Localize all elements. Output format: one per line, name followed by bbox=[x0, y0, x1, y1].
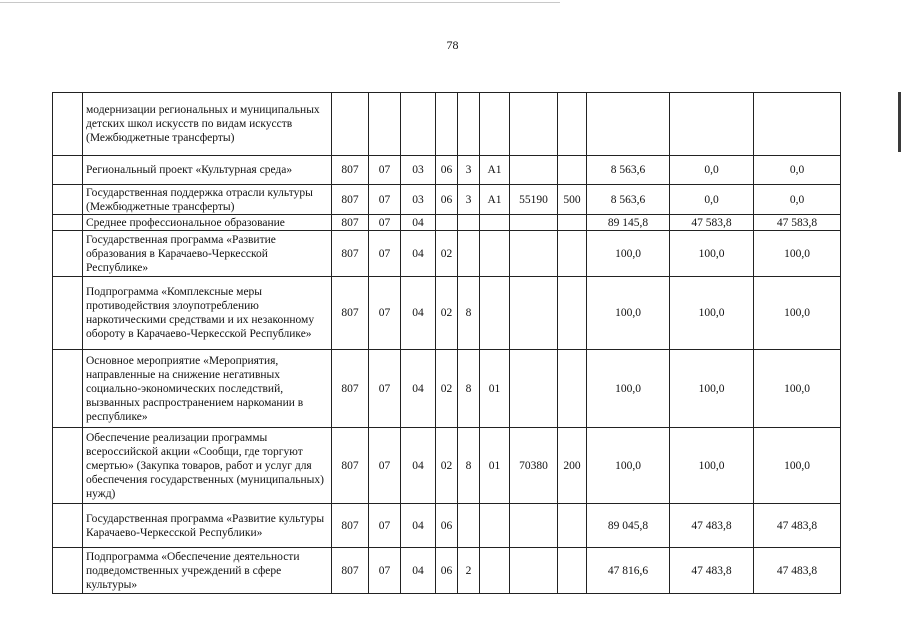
table-row bbox=[53, 231, 841, 277]
expense-type-code bbox=[558, 156, 587, 185]
budget-table bbox=[52, 92, 841, 594]
sum-year-3: 47 583,8 bbox=[754, 215, 841, 231]
sum-year-2: 47 483,8 bbox=[670, 548, 754, 594]
table-row bbox=[53, 350, 841, 428]
subsection-code: 04 bbox=[401, 428, 436, 504]
direction-code bbox=[510, 231, 558, 277]
sum-year-3: 47 483,8 bbox=[754, 548, 841, 594]
row-name: Подпрограмма «Обеспечение деятельности подведомственных учреждений в сфере культуры» bbox=[83, 548, 332, 594]
expense-type-code bbox=[558, 231, 587, 277]
row-number-cell bbox=[53, 350, 83, 428]
program-code: 02 bbox=[436, 428, 458, 504]
expense-type-code: 200 bbox=[558, 428, 587, 504]
program-code bbox=[436, 215, 458, 231]
sum-year-3: 100,0 bbox=[754, 428, 841, 504]
subprogram-code bbox=[458, 231, 480, 277]
table-row bbox=[53, 185, 841, 215]
row-number-cell bbox=[53, 185, 83, 215]
row-name: Основное мероприятие «Мероприятия, направленные на снижение негативных социально-экономических последствий, вызванных распространением наркомании в республике» bbox=[83, 350, 332, 428]
section-code: 07 bbox=[369, 548, 401, 594]
table-row bbox=[53, 428, 841, 504]
ved-code: 807 bbox=[332, 277, 369, 350]
subsection-code: 04 bbox=[401, 231, 436, 277]
row-number-cell bbox=[53, 277, 83, 350]
sum-year-2: 100,0 bbox=[670, 350, 754, 428]
direction-code bbox=[510, 548, 558, 594]
expense-type-code bbox=[558, 504, 587, 548]
event-code bbox=[480, 548, 510, 594]
sum-year-3: 0,0 bbox=[754, 156, 841, 185]
expense-type-code bbox=[558, 548, 587, 594]
direction-code: 70380 bbox=[510, 428, 558, 504]
scan-top-line bbox=[0, 2, 560, 3]
direction-code bbox=[510, 350, 558, 428]
expense-type-code bbox=[558, 350, 587, 428]
row-number-cell bbox=[53, 548, 83, 594]
scan-edge-mark bbox=[898, 92, 901, 152]
sum-year-3 bbox=[754, 93, 841, 156]
section-code: 07 bbox=[369, 350, 401, 428]
row-number-cell bbox=[53, 504, 83, 548]
subsection-code: 03 bbox=[401, 185, 436, 215]
event-code bbox=[480, 277, 510, 350]
direction-code bbox=[510, 277, 558, 350]
section-code: 07 bbox=[369, 185, 401, 215]
table-row bbox=[53, 93, 841, 156]
ved-code: 807 bbox=[332, 350, 369, 428]
direction-code: 55190 bbox=[510, 185, 558, 215]
event-code bbox=[480, 215, 510, 231]
section-code: 07 bbox=[369, 231, 401, 277]
subsection-code: 04 bbox=[401, 277, 436, 350]
sum-year-1: 89 145,8 bbox=[587, 215, 670, 231]
event-code: 01 bbox=[480, 350, 510, 428]
program-code: 06 bbox=[436, 504, 458, 548]
row-number-cell bbox=[53, 231, 83, 277]
sum-year-1: 89 045,8 bbox=[587, 504, 670, 548]
sum-year-3: 100,0 bbox=[754, 350, 841, 428]
expense-type-code bbox=[558, 277, 587, 350]
event-code: А1 bbox=[480, 156, 510, 185]
row-number-cell bbox=[53, 93, 83, 156]
table-row bbox=[53, 156, 841, 185]
ved-code: 807 bbox=[332, 504, 369, 548]
subprogram-code bbox=[458, 215, 480, 231]
subprogram-code: 8 bbox=[458, 277, 480, 350]
sum-year-3: 100,0 bbox=[754, 277, 841, 350]
direction-code bbox=[510, 156, 558, 185]
row-name: Государственная программа «Развитие образования в Карачаево-Черкесской Республике» bbox=[83, 231, 332, 277]
sum-year-2: 0,0 bbox=[670, 156, 754, 185]
sum-year-2: 100,0 bbox=[670, 231, 754, 277]
section-code: 07 bbox=[369, 504, 401, 548]
event-code: 01 bbox=[480, 428, 510, 504]
row-name: Региональный проект «Культурная среда» bbox=[83, 156, 332, 185]
table-row bbox=[53, 277, 841, 350]
ved-code: 807 bbox=[332, 548, 369, 594]
program-code bbox=[436, 93, 458, 156]
program-code: 02 bbox=[436, 350, 458, 428]
section-code: 07 bbox=[369, 215, 401, 231]
ved-code: 807 bbox=[332, 185, 369, 215]
direction-code bbox=[510, 215, 558, 231]
subprogram-code: 2 bbox=[458, 548, 480, 594]
program-code: 06 bbox=[436, 548, 458, 594]
subprogram-code bbox=[458, 504, 480, 548]
event-code bbox=[480, 231, 510, 277]
row-number-cell bbox=[53, 156, 83, 185]
ved-code: 807 bbox=[332, 428, 369, 504]
subsection-code: 04 bbox=[401, 548, 436, 594]
program-code: 02 bbox=[436, 231, 458, 277]
sum-year-2: 47 583,8 bbox=[670, 215, 754, 231]
event-code: А1 bbox=[480, 185, 510, 215]
row-name: Государственная поддержка отрасли культуры (Межбюджетные трансферты) bbox=[83, 185, 332, 215]
sum-year-3: 47 483,8 bbox=[754, 504, 841, 548]
sum-year-1: 100,0 bbox=[587, 277, 670, 350]
page-number: 78 bbox=[446, 38, 459, 52]
sum-year-1: 100,0 bbox=[587, 231, 670, 277]
sum-year-2: 100,0 bbox=[670, 428, 754, 504]
event-code bbox=[480, 504, 510, 548]
program-code: 06 bbox=[436, 185, 458, 215]
row-name: модернизации региональных и муниципальных детских школ искусств по видам искусств (Межбюджетные трансферты) bbox=[83, 93, 332, 156]
subsection-code: 04 bbox=[401, 504, 436, 548]
ved-code: 807 bbox=[332, 215, 369, 231]
subprogram-code: 8 bbox=[458, 350, 480, 428]
section-code: 07 bbox=[369, 428, 401, 504]
expense-type-code bbox=[558, 93, 587, 156]
program-code: 06 bbox=[436, 156, 458, 185]
row-number-cell bbox=[53, 428, 83, 504]
sum-year-1: 100,0 bbox=[587, 350, 670, 428]
event-code bbox=[480, 93, 510, 156]
table-row bbox=[53, 548, 841, 594]
sum-year-2: 100,0 bbox=[670, 277, 754, 350]
ved-code: 807 bbox=[332, 156, 369, 185]
row-name: Подпрограмма «Комплексные меры противодействия злоупотреблению наркотическими средствами и их незаконному обороту в Карачаево-Черкесской Республике» bbox=[83, 277, 332, 350]
row-name: Среднее профессиональное образование bbox=[83, 215, 332, 231]
section-code bbox=[369, 93, 401, 156]
subsection-code: 04 bbox=[401, 350, 436, 428]
sum-year-1: 8 563,6 bbox=[587, 185, 670, 215]
subsection-code: 03 bbox=[401, 156, 436, 185]
table-row bbox=[53, 215, 841, 231]
table-row bbox=[53, 504, 841, 548]
direction-code bbox=[510, 93, 558, 156]
subprogram-code bbox=[458, 93, 480, 156]
sum-year-1: 8 563,6 bbox=[587, 156, 670, 185]
sum-year-3: 100,0 bbox=[754, 231, 841, 277]
subprogram-code: 3 bbox=[458, 185, 480, 215]
section-code: 07 bbox=[369, 277, 401, 350]
subsection-code bbox=[401, 93, 436, 156]
sum-year-1: 47 816,6 bbox=[587, 548, 670, 594]
sum-year-1 bbox=[587, 93, 670, 156]
row-name: Обеспечение реализации программы всероссийской акции «Сообщи, где торгуют смертью» (Закупка товаров, работ и услуг для обеспечения государственных (муниципальных) нужд) bbox=[83, 428, 332, 504]
direction-code bbox=[510, 504, 558, 548]
section-code: 07 bbox=[369, 156, 401, 185]
ved-code: 807 bbox=[332, 231, 369, 277]
row-name: Государственная программа «Развитие культуры Карачаево-Черкесской Республики» bbox=[83, 504, 332, 548]
expense-type-code bbox=[558, 215, 587, 231]
subsection-code: 04 bbox=[401, 215, 436, 231]
program-code: 02 bbox=[436, 277, 458, 350]
subprogram-code: 3 bbox=[458, 156, 480, 185]
sum-year-1: 100,0 bbox=[587, 428, 670, 504]
row-number-cell bbox=[53, 215, 83, 231]
ved-code bbox=[332, 93, 369, 156]
sum-year-2: 47 483,8 bbox=[670, 504, 754, 548]
subprogram-code: 8 bbox=[458, 428, 480, 504]
sum-year-3: 0,0 bbox=[754, 185, 841, 215]
sum-year-2 bbox=[670, 93, 754, 156]
sum-year-2: 0,0 bbox=[670, 185, 754, 215]
expense-type-code: 500 bbox=[558, 185, 587, 215]
